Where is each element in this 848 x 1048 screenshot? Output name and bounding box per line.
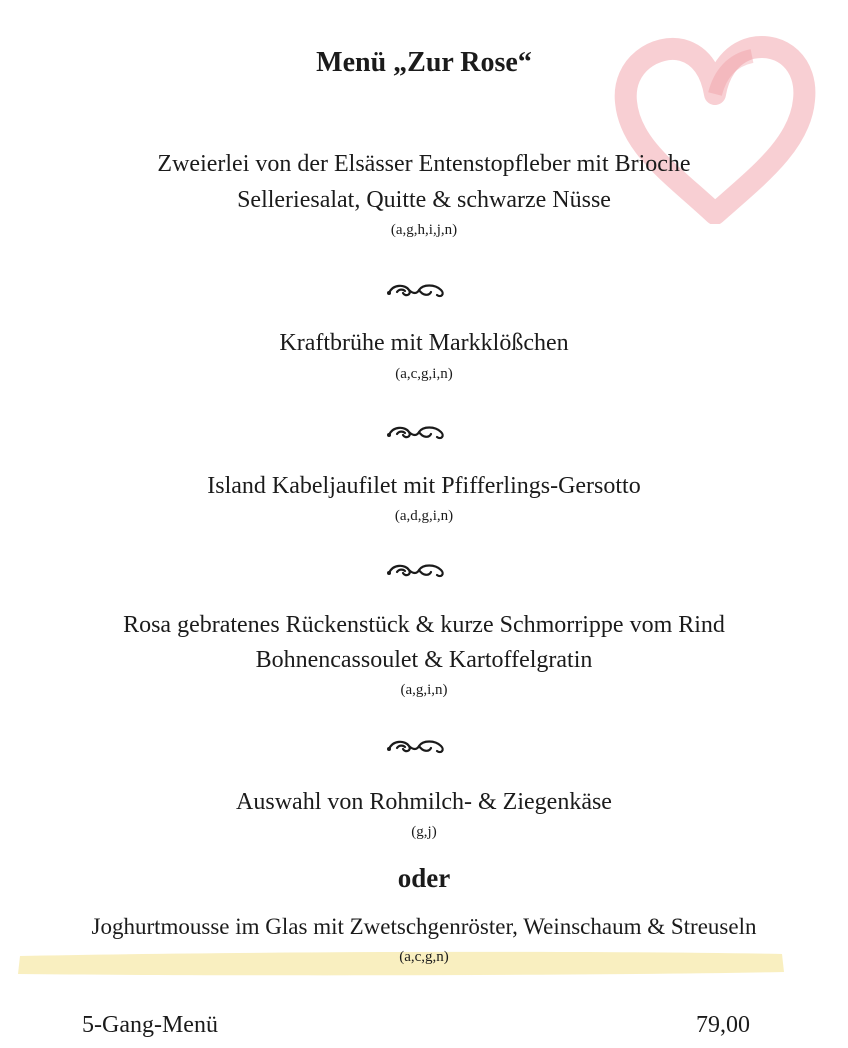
ornament-divider-icon xyxy=(383,280,451,300)
ornament-divider-icon xyxy=(383,560,451,580)
course-5-allergens: (g,j) xyxy=(411,824,437,840)
separator-word: oder xyxy=(397,863,451,893)
price-value: 79,00 xyxy=(696,1012,750,1038)
course-1-allergens: (a,g,h,i,j,n) xyxy=(390,222,458,238)
course-3-line-1: Island Kabeljaufilet mit Pfifferlings-Gersotto xyxy=(207,473,641,499)
ornament-divider-icon xyxy=(383,736,451,756)
course-1-line-2: Selleriesalat, Quitte & schwarze Nüsse xyxy=(237,187,611,213)
course-5-line-1: Auswahl von Rohmilch- & Ziegenkäse xyxy=(236,789,612,815)
menu-title: Menü „Zur Rose“ xyxy=(316,47,532,78)
course-3-allergens: (a,d,g,i,n) xyxy=(394,508,454,524)
course-1-line-1: Zweierlei von der Elsässer Entenstopfleber mit Brioche xyxy=(157,151,691,177)
alternative-line: Joghurtmousse im Glas mit Zwetschgenröster, Weinschaum & Streuseln xyxy=(91,914,757,939)
ornament-divider-icon xyxy=(383,422,451,442)
course-4-line-2: Bohnencassoulet & Kartoffelgratin xyxy=(255,647,593,673)
course-4-allergens: (a,g,i,n) xyxy=(400,682,448,698)
course-2-line-1: Kraftbrühe mit Markklößchen xyxy=(279,330,569,356)
price-row xyxy=(0,1008,848,1048)
alternative-allergens: (a,c,g,n) xyxy=(399,949,449,965)
price-label: 5-Gang-Menü xyxy=(82,1012,218,1038)
course-4-line-1: Rosa gebratenes Rückenstück & kurze Schmorrippe vom Rind xyxy=(123,612,725,638)
course-2-allergens: (a,c,g,i,n) xyxy=(395,366,453,382)
